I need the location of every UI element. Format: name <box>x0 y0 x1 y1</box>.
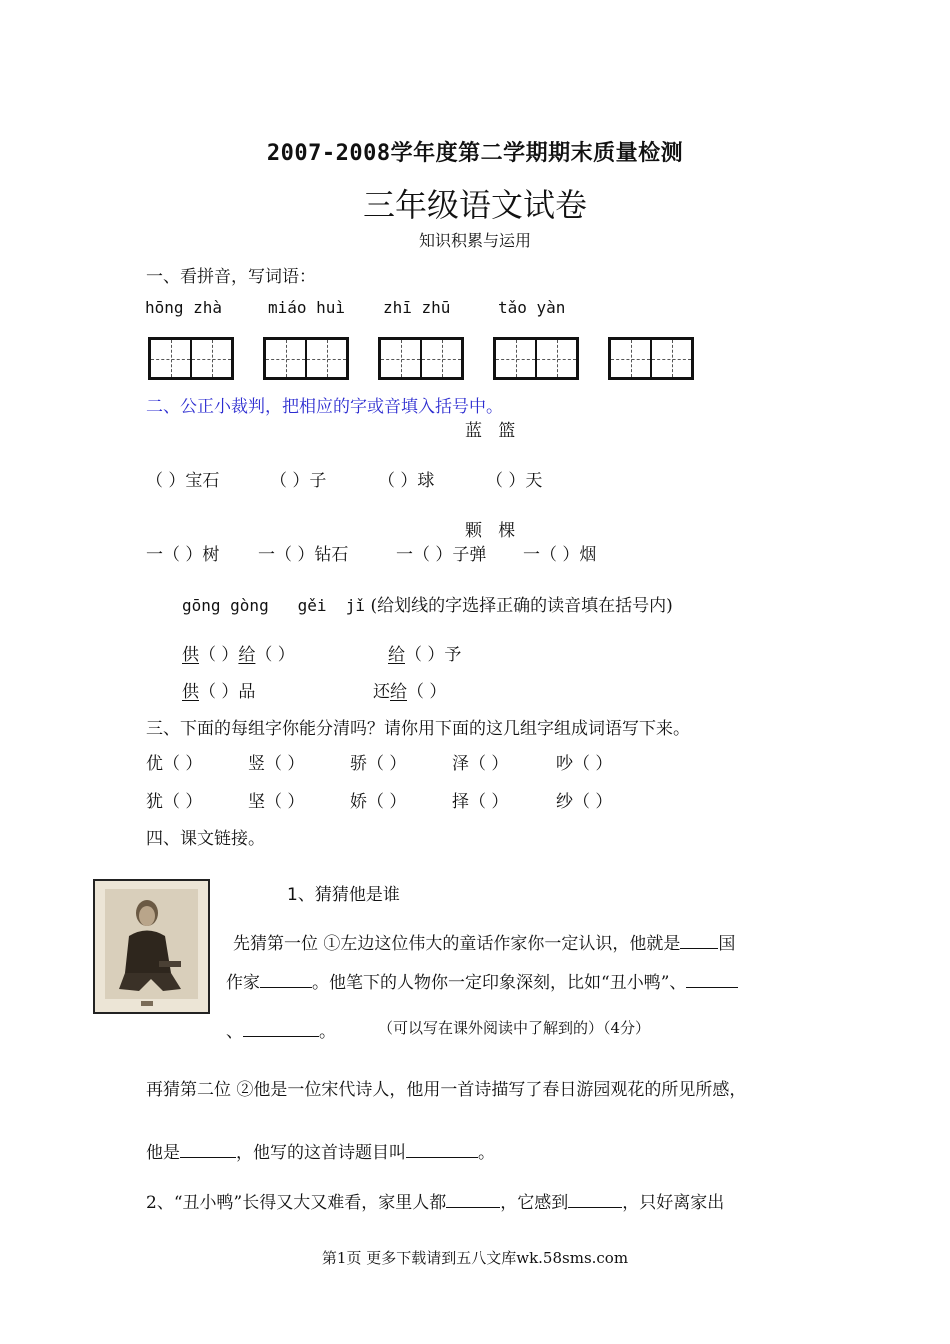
q2-word-gongpin: 供（ ）品 <box>182 682 256 702</box>
exam-title: 三年级语文试卷 <box>362 186 587 224</box>
q2-item-2: （ ）子 <box>270 471 327 491</box>
section-title: 知识积累与运用 <box>418 231 531 250</box>
q2-readings-note: (给划线的字选择正确的读音填在括号内) <box>370 596 673 616</box>
writing-grid-4[interactable] <box>493 337 579 380</box>
q2-char-pair-2: 颗 棵 <box>465 521 516 541</box>
q2-word-underlined: 供 <box>182 645 199 665</box>
answer-blank-character-1[interactable] <box>686 973 738 988</box>
q2-word-jiyu: 给（ ）予 <box>388 645 462 665</box>
q2-word-underlined: 供 <box>182 682 199 702</box>
answer-blank-poem-title[interactable] <box>406 1143 478 1158</box>
guess2-line1: 再猜第二位 ②他是一位宋代诗人，他用一首诗描写了春日游园观花的所见所感， <box>146 1080 747 1100</box>
guess1-note: （可以写在课外阅读中了解到的）（4分） <box>378 1019 651 1037</box>
q1-pinyin-3: zhī zhū <box>383 298 451 317</box>
answer-blank-country[interactable] <box>680 934 718 949</box>
page-footer: 第1页 更多下载请到五八文库wk.58sms.com <box>321 1249 629 1267</box>
answer-blank-poet[interactable] <box>180 1143 236 1158</box>
q2-measure-3: 一（ ）子弹 <box>396 545 487 565</box>
answer-blank-author[interactable] <box>260 973 312 988</box>
q2-item-1: （ ）宝石 <box>146 471 220 491</box>
q1-pinyin-4: tǎo yàn <box>498 298 566 317</box>
q3-row1-item: 优（ ） <box>146 754 203 774</box>
q3-row2-item: 犹（ ） <box>146 792 203 812</box>
q2-word-underlined: 给 <box>388 645 405 665</box>
guess2-line2: 他是 ，他写的这首诗题目叫 。 <box>146 1143 495 1163</box>
writing-grid-1[interactable] <box>148 337 234 380</box>
q3-row2-item: 择（ ） <box>452 792 509 812</box>
q3-row2-item: 纱（ ） <box>556 792 613 812</box>
q3-row1-item: 竖（ ） <box>248 754 305 774</box>
q2-item-3: （ ）球 <box>378 471 435 491</box>
q1-pinyin-1: hōng zhà <box>145 298 223 317</box>
q2-word-underlined: 给 <box>390 682 407 702</box>
q2-item-4: （ ）天 <box>486 471 543 491</box>
q2-readings-line <box>182 591 673 616</box>
q2-word-gongji: 供（ ）给（ ） <box>182 645 295 665</box>
author-portrait-photo <box>93 879 210 1014</box>
q2-measure-1: 一（ ）树 <box>146 545 220 565</box>
q2-char-pair-1: 蓝 篮 <box>465 421 516 441</box>
answer-blank-character-2[interactable] <box>243 1022 319 1037</box>
guess1-line2: 作家 。他笔下的人物你一定印象深刻，比如“丑小鸭”、 <box>226 968 738 993</box>
q3-row1-item: 吵（ ） <box>556 754 613 774</box>
q3-row1-item: 骄（ ） <box>350 754 407 774</box>
answer-blank-feeling[interactable] <box>568 1193 622 1208</box>
guess1-line3: 、 。 <box>226 1022 336 1042</box>
q3-heading: 三、下面的每组字你能分清吗？请你用下面的这几组字组成词语写下来。 <box>146 719 690 739</box>
writing-grid-2[interactable] <box>263 337 349 380</box>
q3-row2-item: 坚（ ） <box>248 792 305 812</box>
q1-pinyin-2: miáo huì <box>268 298 346 317</box>
q2-heading: 二、公正小裁判，把相应的字或音填入括号中。 <box>146 397 503 417</box>
q3-row2-item: 娇（ ） <box>350 792 407 812</box>
answer-blank-family-reaction[interactable] <box>446 1193 500 1208</box>
q2-word-huangei: 还给（ ） <box>373 682 447 702</box>
q4-sub2-line: 2、“丑小鸭”长得又大又难看，家里人都 ，它感到 ，只好离家出 <box>146 1193 725 1213</box>
q2-readings: gōng gòng gěi jǐ <box>182 596 366 615</box>
q4-sub1-heading: 1、猜猜他是谁 <box>287 885 400 905</box>
q2-word-underlined: 给 <box>238 645 256 665</box>
exam-period-title: 2007-2008学年度第二学期期末质量检测 <box>266 141 684 166</box>
q1-heading: 一、看拼音，写词语： <box>146 267 316 287</box>
q4-heading: 四、课文链接。 <box>146 829 265 849</box>
writing-grid-5[interactable] <box>608 337 694 380</box>
q2-measure-4: 一（ ）烟 <box>523 545 597 565</box>
portrait-illustration <box>95 881 208 1012</box>
guess1-line1: 先猜第一位 ①左边这位伟大的童话作家你一定认识，他就是 国 <box>233 934 736 954</box>
writing-grid-3[interactable] <box>378 337 464 380</box>
q2-measure-2: 一（ ）钻石 <box>258 545 349 565</box>
q3-row1-item: 泽（ ） <box>452 754 509 774</box>
